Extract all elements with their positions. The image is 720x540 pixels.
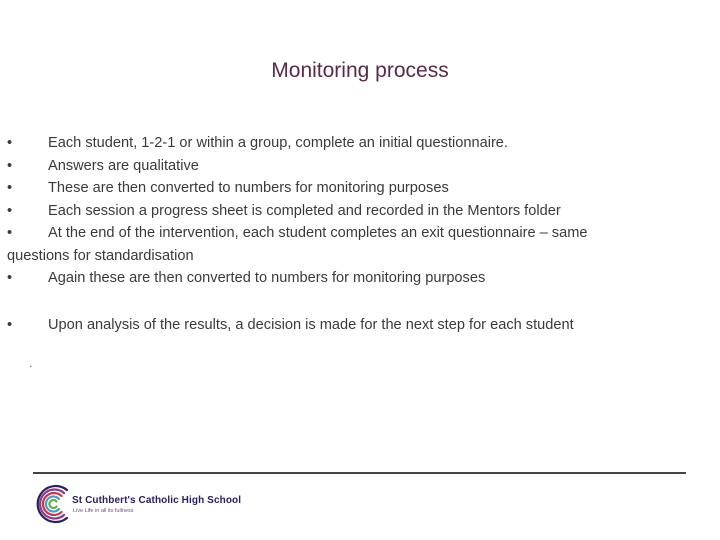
bullet-mark: • [7, 157, 13, 174]
list-item [7, 267, 687, 290]
stray-mark: . [29, 356, 33, 370]
bullet-text: At the end of the intervention, each student completes an exit questionnaire – same [48, 225, 588, 241]
bullet-mark: • [7, 316, 13, 333]
bullet-mark: • [7, 225, 13, 241]
bullet-list [7, 132, 687, 336]
list-item [7, 132, 687, 155]
list-item-wrapped [7, 222, 687, 267]
list-item [7, 155, 687, 178]
bullet-mark: • [7, 180, 13, 196]
bullet-text: Each student, 1-2-1 or within a group, complete an initial questionnaire. [48, 135, 508, 151]
bullet-mark: • [7, 202, 13, 219]
school-name: St Cuthbert's Catholic High School [72, 495, 242, 506]
bullet-mark: • [7, 270, 13, 286]
school-tagline: Live Life in all its fullness [73, 508, 134, 514]
footer-divider [33, 472, 686, 474]
bullet-text: These are then converted to numbers for monitoring purposes [48, 180, 449, 196]
list-item [7, 314, 687, 337]
bullet-mark: • [7, 135, 13, 151]
slide-title: Monitoring process [271, 59, 449, 82]
bullet-text: Again these are then converted to numbers for monitoring purposes [48, 270, 486, 286]
list-item [7, 177, 687, 200]
bullet-text: Answers are qualitative [48, 157, 199, 174]
bullet-text: Upon analysis of the results, a decision is made for the next step for each student [48, 316, 574, 333]
list-item [7, 200, 687, 223]
school-logo-icon [33, 482, 73, 526]
bullet-text: Each session a progress sheet is completed and recorded in the Mentors folder [48, 202, 561, 219]
bullet-text-continuation: questions for standardisation [7, 247, 194, 264]
